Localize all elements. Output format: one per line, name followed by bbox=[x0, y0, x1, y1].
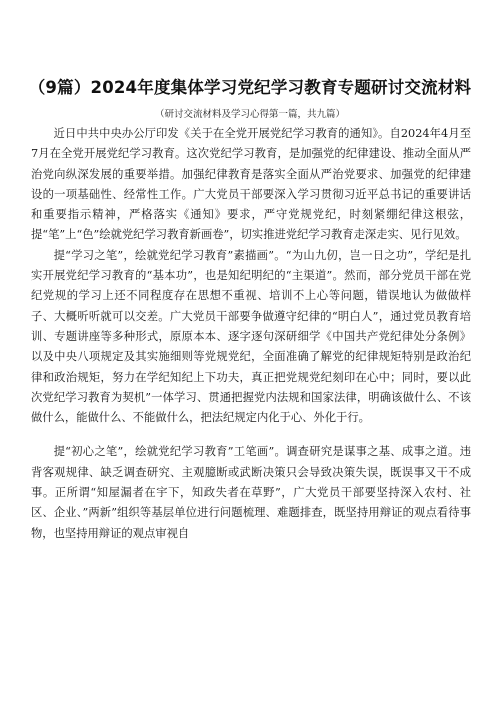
document-title: （9篇）2024年度集体学习党纪学习教育专题研讨交流材料 bbox=[28, 78, 472, 97]
paragraph: 提“初心之笔”，绘就党纪学习教育”工笔画”。调查研究是谋事之基、成事之道。违背客观规律、缺乏调查研究、主观臆断或武断决策只会导致决策失误，既误事又干不成事。正所谓“知屋漏者在宇下，知政失者在草野”，广大党员干部要坚持深入农村、社区、企业、”两新”组织等基层单位进行问题梳理、难题排查，既坚持用辩证的观点看待事物，也坚持用辩证的观点审视自 bbox=[31, 445, 471, 540]
document-subtitle: （研讨交流材料及学习心得第一篇，共九篇） bbox=[154, 109, 345, 120]
paragraph: 近日中共中央办公厅印发《关于在全党开展党纪学习教育的通知》。自2024年4月至7月在全党开展党纪学习教育。这次党纪学习教育，是加强党的纪律建设、推动全面从严治党向纵深发展的重要举措。加强纪律教育是落实全面从严治党要求、加强党的纪律建设的一项基础性、经常性工作。广大党员干部要深入学习贯彻习近平总书记的重要讲话和重要指示精神，严格落实《通知》要求，严守党规党纪，时刻紧绷纪律这根弦，提“笔”上“色”绘就党纪学习教育新画卷”，切实推进党纪学习教育走深走实、见行见效。 bbox=[31, 127, 471, 242]
paragraph: 提“学习之笔”，绘就党纪学习教育”素描画”。“为山九仞，岂一日之功”，学纪是扎实开展党纪学习教育的“基本功”，也是知纪明纪的“主渠道”。然而，部分党员干部在党纪党规的学习上还不同程度存在思想不重视、培训不上心等问题，错误地认为做做样子、大概听听就可以交差。广大党员干部要争做遵守纪律的“明白人”，通过党员教育培训、专题讲座等多种形式，原原本本、逐字逐句深研细学《中国共产党纪律处分条例》以及中央八项规定及其实施细则等党规党纪，全面准确了解党的纪律规矩特别是政治纪律和政治规矩，努力在学纪知纪上下功夫，真正把党规党纪刻印在心中；同时，要以此次党纪学习教育为契机”一体学习、贯通把握党内法规和国家法律，明确该做什么、不该做什么，能做什么、不能做什么，把法纪规定内化于心、外化于行。 bbox=[31, 248, 471, 425]
document-body bbox=[31, 124, 471, 544]
